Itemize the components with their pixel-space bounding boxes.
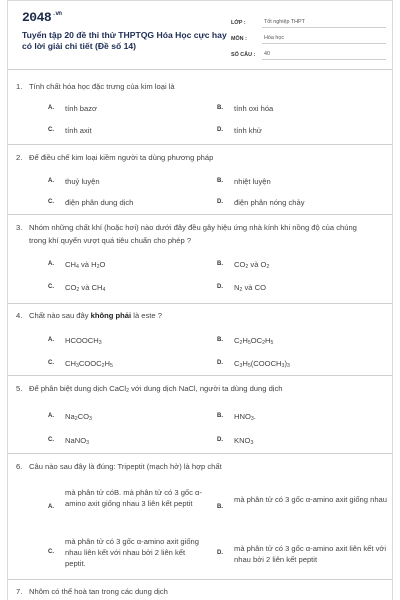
question-2 bbox=[16, 152, 378, 165]
option-letter: C. bbox=[48, 199, 54, 205]
option-text: điện phân nóng chảy bbox=[234, 198, 305, 207]
question-text: Nhôm có thể hoà tan trong các dung dịch bbox=[29, 587, 168, 596]
option-letter: D. bbox=[217, 127, 223, 133]
option-text: tính axit bbox=[65, 126, 92, 135]
meta-value-class: Tốt nghiệp THPT bbox=[262, 19, 386, 28]
option-text: NaNO$_3$ bbox=[65, 436, 89, 446]
question-number: 2. bbox=[16, 153, 23, 162]
question-text: Nhóm những chất khí (hoặc hơi) nào dưới đây đều gây hiệu ứng nhà kính khi nồng độ của chúng trong khí quyển vượt quá tiêu chuẩn cho phép ? bbox=[29, 223, 357, 245]
option-letter: C. bbox=[48, 549, 54, 555]
exam-meta bbox=[231, 12, 386, 60]
divider bbox=[8, 375, 392, 376]
meta-row-count bbox=[231, 44, 386, 60]
question-number: 1. bbox=[16, 82, 23, 91]
option-letter: A. bbox=[48, 178, 54, 184]
meta-label-class: LỚP : bbox=[231, 20, 246, 26]
option-letter: D. bbox=[217, 199, 223, 205]
option-letter: B. bbox=[217, 504, 223, 510]
question-1 bbox=[16, 81, 378, 94]
option-text: $HCOOCH_3$ bbox=[65, 336, 102, 346]
meta-row-subject bbox=[231, 28, 386, 44]
option-letter: D. bbox=[217, 360, 223, 366]
option-text: $CH_3COOC_2H_5$ bbox=[65, 359, 113, 369]
option-text: tính bazơ bbox=[65, 104, 97, 113]
option-text: mà phân tử có 3 gốc α-amino axit giống nhau bbox=[234, 495, 388, 504]
exam-page bbox=[7, 0, 393, 600]
option-text: $HNO_3$. bbox=[234, 412, 256, 422]
exam-header bbox=[8, 1, 392, 59]
option-text: nhiệt luyện bbox=[234, 177, 271, 186]
question-text: Để phân biệt dung dịch CaCl$_2$ với dung dịch NaCl, người ta dùng dung dịch bbox=[29, 384, 283, 394]
question-7 bbox=[16, 586, 378, 599]
meta-label-count: SỐ CÂU : bbox=[231, 52, 256, 58]
option-letter: D. bbox=[217, 437, 223, 443]
option-letter: C. bbox=[48, 437, 54, 443]
option-letter: C. bbox=[48, 360, 54, 366]
divider bbox=[8, 144, 392, 145]
option-letter: B. bbox=[217, 261, 223, 267]
option-letter: B. bbox=[217, 337, 223, 343]
option-text: $CO_2$ và $CH_4$ bbox=[65, 283, 106, 293]
option-text: thuỷ luyện bbox=[65, 177, 100, 186]
option-text: mà phân tử có 3 gốc α-amino axit liên kết với nhau bởi 2 liên kết peptit bbox=[234, 544, 387, 564]
question-5 bbox=[16, 383, 378, 396]
question-text: Để điều chế kim loại kiềm người ta dùng phương pháp bbox=[29, 153, 214, 162]
divider bbox=[8, 69, 392, 70]
divider bbox=[8, 303, 392, 304]
site-logo[interactable] bbox=[22, 10, 62, 25]
option-text: $C_2H_5OC_2H_5$ bbox=[234, 336, 274, 346]
option-letter: D. bbox=[217, 550, 223, 556]
option-letter: C. bbox=[48, 284, 54, 290]
question-6 bbox=[16, 461, 378, 474]
option-text: mà phân tử có 3 gốc α-amino axit giống nhau liên kết với nhau bởi 2 liên kết peptit. bbox=[65, 537, 199, 568]
option-text: điện phân dung dịch bbox=[65, 198, 134, 207]
question-text: Câu nào sau đây là đúng: Tripeptit (mạch hở) là hợp chất bbox=[29, 462, 222, 471]
question-number: 4. bbox=[16, 311, 23, 320]
exam-title: Tuyển tập 20 đề thi thử THPTQG Hóa Học cực hay có lời giải chi tiết (Đề số 14) bbox=[22, 30, 227, 51]
divider bbox=[8, 579, 392, 580]
option-letter: B. bbox=[217, 105, 223, 111]
option-text: mà phân tử cóB. mà phân tử có 3 gốc α-amino axit giống nhau 3 liên kết peptit bbox=[65, 488, 202, 508]
meta-row-class bbox=[231, 12, 386, 28]
divider bbox=[8, 214, 392, 215]
option-letter: A. bbox=[48, 261, 54, 267]
question-number: 7. bbox=[16, 587, 23, 596]
option-letter: A. bbox=[48, 504, 54, 510]
question-number: 6. bbox=[16, 462, 23, 471]
divider bbox=[8, 453, 392, 454]
option-text: $N_2$ và CO bbox=[234, 283, 267, 293]
option-text: $C_3H_5(COOCH_3)_3$ bbox=[234, 359, 290, 369]
question-text bbox=[29, 310, 375, 323]
question-number: 5. bbox=[16, 384, 23, 393]
option-text: tính oxi hóa bbox=[234, 104, 274, 113]
logo-text[interactable]: 2048 bbox=[22, 10, 52, 25]
option-letter: A. bbox=[48, 105, 54, 111]
logo-suffix: .vn bbox=[52, 10, 62, 17]
meta-value-count: 40 bbox=[262, 51, 386, 60]
question-text-part: Chất nào sau đây bbox=[29, 311, 91, 320]
option-letter: A. bbox=[48, 337, 54, 343]
option-text: $CO_2$ và $O_2$ bbox=[234, 260, 270, 270]
option-text: $Na_2CO_3$ bbox=[65, 412, 92, 422]
option-letter: B. bbox=[217, 413, 223, 419]
option-text: $KNO_3$ bbox=[234, 436, 254, 446]
option-text: tính khử bbox=[234, 126, 262, 135]
option-letter: A. bbox=[48, 413, 54, 419]
option-letter: C. bbox=[48, 127, 54, 133]
question-text-part: là este ? bbox=[131, 311, 162, 320]
question-4 bbox=[16, 310, 378, 323]
question-emphasis: không phải bbox=[90, 311, 132, 320]
option-letter: D. bbox=[217, 284, 223, 290]
meta-label-subject: MÔN : bbox=[231, 36, 247, 42]
option-letter: B. bbox=[217, 178, 223, 184]
meta-value-subject: Hóa học bbox=[262, 35, 386, 44]
question-text: Tính chất hóa học đặc trưng của kim loại là bbox=[29, 82, 175, 91]
question-number: 3. bbox=[16, 223, 23, 232]
question-3 bbox=[16, 222, 378, 247]
option-text: $CH_4$ và $H_2O$ bbox=[65, 260, 106, 270]
